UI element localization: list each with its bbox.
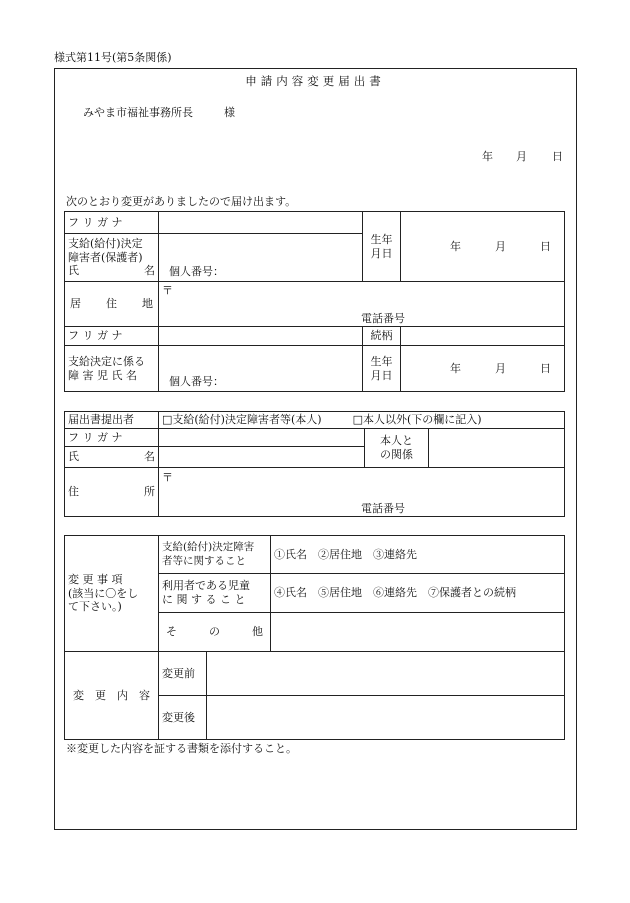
form-title: 申請内容変更届出書: [245, 74, 385, 88]
form-number: 様式第11号(第5条関係): [54, 51, 172, 64]
submitter-address-field[interactable]: [159, 468, 565, 517]
row1-options[interactable]: ①氏名 ②居住地 ③連絡先: [271, 536, 565, 574]
after-field[interactable]: [207, 696, 565, 740]
address-label: 居 住 地: [65, 282, 159, 327]
addressee-honorific: 様: [224, 106, 235, 119]
child-name-label: 支給決定に係る 障 害 児 氏 名: [65, 346, 159, 392]
birth-label: 生年 月日: [363, 212, 401, 282]
date-year: 年: [482, 150, 493, 163]
row3-field[interactable]: [271, 613, 565, 652]
change-table: [64, 535, 565, 740]
row2-label: 利用者である児童 に 関 す る こ と: [159, 574, 271, 613]
submitter-name-field[interactable]: [159, 447, 365, 468]
address-field[interactable]: [159, 282, 565, 327]
submitter-phone-label: 電話番号: [361, 502, 405, 515]
postal-mark: 〒: [162, 284, 173, 297]
change-items-label: 変 更 事 項 (該当に〇をし て下さい。): [65, 536, 159, 652]
relation-field[interactable]: [401, 327, 565, 346]
child-name-field[interactable]: [159, 346, 363, 392]
after-label: 変更後: [159, 696, 207, 740]
row1-label: 支給(給付)決定障害 者等に関すること: [159, 536, 271, 574]
personal-number-label: 個人番号：: [169, 265, 224, 279]
child-furigana-field[interactable]: [159, 327, 363, 346]
option-other-checkbox[interactable]: □本人以外(下の欄に記入): [352, 413, 482, 427]
date-month: 月: [516, 150, 527, 163]
furigana-label: フ リ ガ ナ: [65, 212, 159, 234]
submitter-label: 届出書提出者: [65, 412, 159, 429]
applicant-name-label: 支給(給付)決定 障害者(保護者) 氏 名: [65, 234, 159, 282]
submitter-furigana-label: フ リ ガ ナ: [65, 429, 159, 447]
submitter-relation-field[interactable]: [429, 429, 565, 468]
intro-text: 次のとおり変更がありましたので届け出ます。: [66, 195, 297, 208]
date-day: 日: [552, 150, 563, 163]
child-birth-label: 生年 月日: [363, 346, 401, 392]
submitter-options: [159, 412, 565, 429]
submitter-address-label: 住 所: [65, 468, 159, 517]
furigana-field[interactable]: [159, 212, 363, 234]
before-field[interactable]: [207, 652, 565, 696]
change-contents-label: 変 更 内 容: [65, 652, 159, 740]
child-furigana-label: フ リ ガ ナ: [65, 327, 159, 346]
option-self-checkbox[interactable]: □支給(給付)決定障害者等(本人): [162, 413, 322, 427]
attachment-note: ※変更した内容を証する書類を添付すること。: [66, 742, 297, 755]
row2-options[interactable]: ④氏名 ⑤居住地 ⑥連絡先 ⑦保護者との続柄: [271, 574, 565, 613]
addressee: みやま市福祉事務所長: [83, 106, 193, 119]
before-label: 変更前: [159, 652, 207, 696]
applicant-table: [64, 211, 565, 392]
submitter-furigana-field[interactable]: [159, 429, 365, 447]
child-birth-date-field[interactable]: 年 月 日: [401, 346, 565, 392]
submitter-postal-mark: 〒: [162, 471, 173, 484]
child-personal-number-label: 個人番号：: [169, 375, 224, 389]
submitter-relation-label: 本人と の関係: [365, 429, 429, 468]
phone-label: 電話番号: [361, 312, 405, 325]
row3-label: そ の 他: [159, 613, 271, 652]
applicant-name-field[interactable]: [159, 234, 363, 282]
submitter-name-label: 氏 名: [65, 447, 159, 468]
submitter-table: [64, 411, 565, 517]
birth-date-field[interactable]: 年 月 日: [401, 212, 565, 282]
relation-label: 続柄: [363, 327, 401, 346]
